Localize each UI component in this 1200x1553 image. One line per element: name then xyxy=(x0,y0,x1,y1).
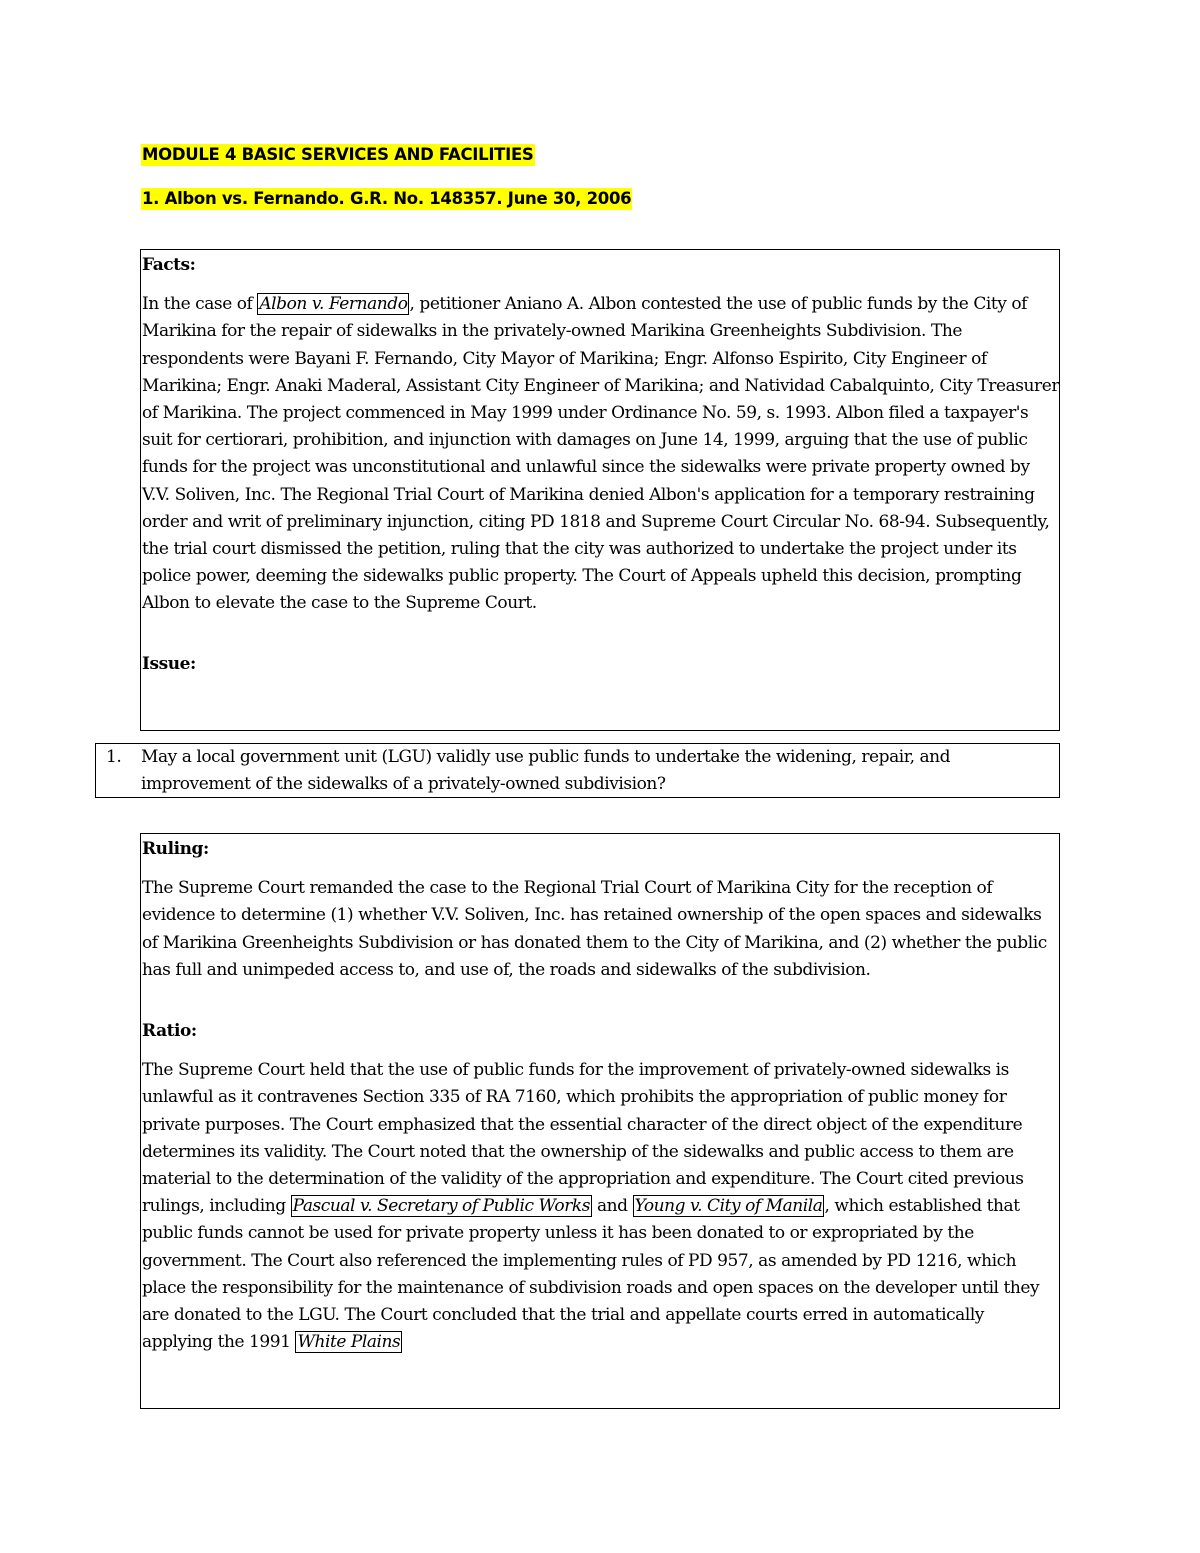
ratio-text-3: , which established that public funds cannot be used for private property unless it has been donated to or expropriated by the government. The Court also referenced the implementing rules of PD 957, as amended by PD 1216, which place the responsibility for the maintenance of subdivision roads and open spaces on the developer until they are donated to the LGU. The Court concluded that the trial and appellate courts erred in automatically applying the 1991 xyxy=(142,1196,1040,1353)
facts-label: Facts: xyxy=(142,255,196,275)
issue-question: May a local government unit (LGU) validly use public funds to undertake the widening, repair, and improvement of the sidewalks of a privately-owned subdivision? xyxy=(141,747,951,795)
case-citation-albon: Albon v. Fernando xyxy=(259,294,408,315)
facts-box xyxy=(140,249,1060,731)
issue-label: Issue: xyxy=(142,653,196,674)
ratio-label: Ratio: xyxy=(142,1021,197,1042)
issue-number: 1. xyxy=(106,747,122,767)
facts-text-before: In the case of xyxy=(142,294,258,315)
ratio-text-2: and xyxy=(592,1196,633,1217)
ratio-text-1: The Supreme Court held that the use of public funds for the improvement of privately-owned sidewalks is unlawful as it contravenes Section 335 of RA 7160, which prohibits the appropriation of public money for private purposes. The Court emphasized that the essential character of the direct object of the expenditure determines its validity. The Court noted that the ownership of the sidewalks and public access to them are material to the determination of the validity of the appropriation and expenditure. The Court cited previous rulings, including xyxy=(142,1060,1024,1217)
facts-text xyxy=(141,291,1059,617)
issue-list xyxy=(95,743,1060,798)
case-citation-pascual: Pascual v. Secretary of Public Works xyxy=(292,1196,591,1217)
ruling-text: The Supreme Court remanded the case to the Regional Trial Court of Marikina City for the reception of evidence to determine (1) whether V.V. Soliven, Inc. has retained ownership of the open spaces and sidewalks of Marikina Greenheights Subdivision or has donated them to the City of Marikina, and (2) whether the public has full and unimpeded access to, and use of, the roads and sidewalks of the subdivision. xyxy=(142,878,1047,980)
case-citation-young: Young v. City of Manila xyxy=(634,1196,823,1217)
ruling-label: Ruling: xyxy=(142,839,209,859)
case-citation-white-plains: White Plains xyxy=(297,1332,401,1353)
ruling-ratio-box xyxy=(140,833,1060,1409)
case-title: 1. Albon vs. Fernando. G.R. No. 148357. June 30, 2006 xyxy=(142,189,632,208)
ratio-text xyxy=(141,1057,1059,1356)
facts-text-after: , petitioner Aniano A. Albon contested the use of public funds by the City of Marikina for the repair of sidewalks in the privately-owned Marikina Greenheights Subdivision. The respondents were Bayani F. Fernando, City Mayor of Marikina; Engr. Alfonso Espirito, City Engineer of Marikina; Engr. Anaki Maderal, Assistant City Engineer of Marikina; and Natividad Cabalquinto, City Treasurer of Marikina. The project commenced in May 1999 under Ordinance No. 59, s. 1993. Albon filed a taxpayer's suit for certiorari, prohibition, and injunction with damages on June 14, 1999, arguing that the use of public funds for the project was unconstitutional and unlawful since the sidewalks were private property owned by V.V. Soliven, Inc. The Regional Trial Court of Marikina denied Albon's application for a temporary restraining order and writ of preliminary injunction, citing PD 1818 and Supreme Court Circular No. 68-94. Subsequently, the trial court dismissed the petition, ruling that the city was authorized to undertake the project under its police power, deeming the sidewalks public property. The Court of Appeals upheld this decision, prompting Albon to elevate the case to the Supreme Court. xyxy=(142,294,1060,614)
module-title: MODULE 4 BASIC SERVICES AND FACILITIES xyxy=(142,145,534,164)
